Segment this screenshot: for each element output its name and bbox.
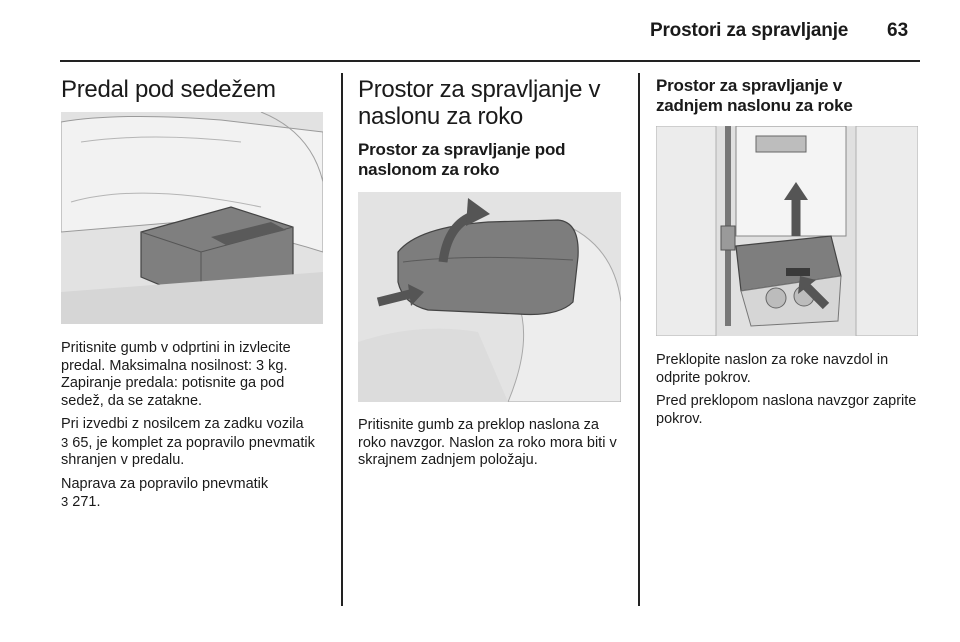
page-number: 63 [887, 20, 909, 41]
column-separator-right [638, 73, 640, 606]
column-rear-armrest-storage [656, 76, 920, 428]
underseat-drawer-illustration [61, 112, 323, 324]
paragraph-rear-armrest-close: Pred preklopom naslona navzgor zaprite pokrov. [656, 393, 917, 427]
paragraph-armrest-instructions: Pritisnite gumb za preklop naslona za roko navzgor. Naslon za roko mora biti v skrajnem zadnjem položaju. [358, 417, 617, 468]
front-armrest-illustration [358, 192, 621, 402]
subheading-under-armrest: Prostor za spravljanje pod naslonom za roko [358, 140, 566, 179]
page-reference-arrow-icon: 3 [61, 434, 69, 450]
paragraph-tyre-repair-page: 271. [72, 494, 101, 510]
running-header-title: Prostori za spravljanje [650, 20, 849, 41]
section-heading-underseat-drawer: Predal pod sedežem [61, 76, 276, 103]
column-underseat-drawer [61, 76, 326, 512]
column-armrest-storage [358, 76, 626, 470]
subheading-rear-armrest: Prostor za spravljanje v zadnjem naslonu za roke [656, 76, 853, 115]
paragraph-tyre-kit-line1: Pri izvedbi z nosilcem za zadku vozila [61, 416, 304, 432]
page-reference-arrow-icon: 3 [61, 494, 69, 509]
paragraph-rear-armrest-open: Preklopite naslon za roke navzdol in odprite pokrov. [656, 352, 889, 386]
paragraph-tyre-repair-label: Naprava za popravilo pnevmatik [61, 475, 269, 492]
paragraph-tyre-repair-reference [61, 476, 326, 512]
paragraph-drawer-instructions: Pritisnite gumb v odprtini in izvlecite predal. Maksimalna nosilnost: 3 kg. Zapiranje predala: potisnite ga pod sedež, da se zatakne. [61, 340, 291, 409]
column-separator-left [341, 73, 343, 606]
section-heading-armrest-storage: Prostor za spravljanje v naslonu za roko [358, 76, 601, 130]
paragraph-tyre-kit-line2: 65, je komplet za popravilo pnevmatik shranjen v predalu. [61, 434, 315, 468]
rear-armrest-illustration [656, 126, 918, 336]
header-rule [60, 60, 920, 62]
paragraph-tyre-kit-location [61, 416, 326, 470]
